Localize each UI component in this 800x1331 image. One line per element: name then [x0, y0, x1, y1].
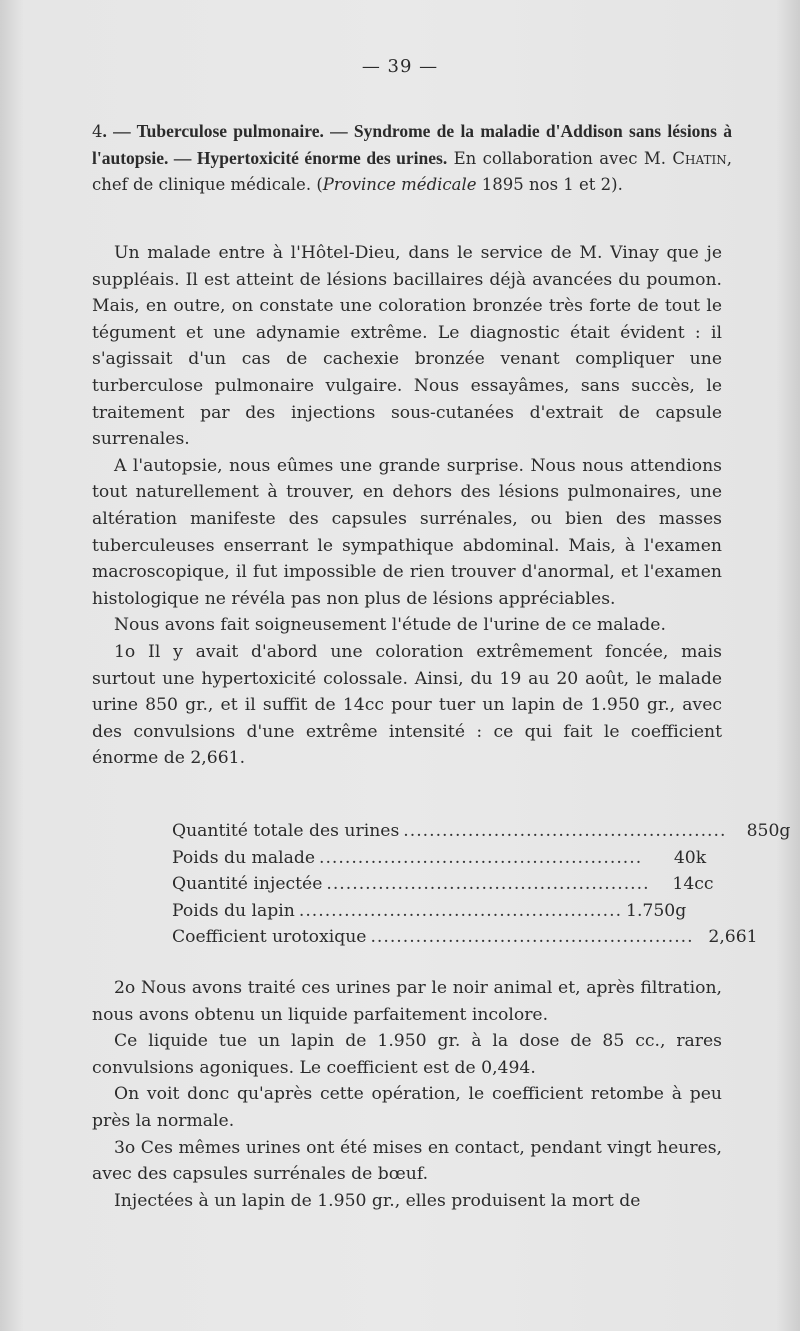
main-text-part-2	[92, 975, 722, 1214]
table-row	[172, 898, 687, 925]
row-label: Quantité totale des urines	[172, 821, 400, 841]
leader-dots: ..................................................	[326, 874, 650, 895]
paragraph: Un malade entre à l'Hôtel-Dieu, dans le service de M. Vinay que je suppléais. Il est atteint de lésions bacillaires déjà avancées du poumon. Mais, en outre, on constate une coloration bronzée très forte de tout le tégument et une adynamie extrême. Le diagnostic était évident : il s'agissait d'un cas de cachexie bronzée venant compliquer une turberculose pulmonaire vulgaire. Nous essayâmes, sans succès, le traitement par des injections sous-cutanées d'extrait de capsule surrenales.	[92, 243, 722, 450]
collaboration-prefix: En collaboration avec M.	[453, 149, 666, 168]
row-label: Coefficient urotoxique	[172, 927, 367, 948]
paragraph: A l'autopsie, nous eûmes une grande surprise. Nous nous attendions tout naturellement à trouver, en dehors des lésions pulmonaires, une altération manifeste des capsules surrénales, ou bien des masses tuberculeuses enserrant le sympathique abdominal. Mais, à l'examen macroscopique, il fut impossible de rien trouver d'anormal, et l'examen histologique ne révéla pas non plus de lésions appréciables.	[92, 455, 722, 609]
paragraph: 3o Ces mêmes urines ont été mises en contact, pendant vingt heures, avec des capsules surrénales de bœuf.	[92, 1137, 722, 1185]
reference-number: 4	[92, 122, 103, 141]
paragraph: 2o Nous avons traité ces urines par le noir animal et, après filtration, nous avons obtenu un liquide parfaitement incolore.	[92, 978, 722, 1025]
row-label: Poids du malade	[172, 847, 315, 868]
leader-dots: ..................................................	[298, 900, 623, 921]
paragraph: Ce liquide tue un lapin de 1.950 gr. à la dose de 85 cc., rares convulsions agoniques. Le coefficient est de 0,494.	[92, 1031, 722, 1078]
table-row	[172, 818, 791, 845]
publication-reference	[92, 118, 732, 198]
table-row	[172, 924, 758, 951]
row-value: 1.750g	[626, 900, 687, 921]
table-row	[172, 871, 714, 898]
leader-dots: ..................................................	[403, 821, 727, 841]
page-number: — 39 —	[361, 56, 439, 77]
row-value: 2,661	[708, 927, 758, 948]
paragraph: Injectées à un lapin de 1.950 gr., elles produisent la mort de	[114, 1190, 641, 1211]
collaboration-suffix: , chef de clinique médicale. (	[92, 149, 732, 194]
row-value: 850g	[746, 821, 791, 841]
paragraph: On voit donc qu'après cette opération, le coefficient retombe à peu près la normale.	[92, 1084, 722, 1131]
row-label: Quantité injectée	[172, 874, 323, 895]
collaborator-name: Chatin	[672, 149, 727, 168]
row-value: 14cc	[672, 874, 714, 895]
row-value: 40k	[673, 847, 707, 868]
main-text-part-1	[92, 240, 722, 772]
table-row	[172, 845, 707, 872]
reference-title: . — Tuberculose pulmonaire. — Syndrome de la maladie d'Addison sans lésions à l'autopsie. — Hypertoxicité énorme des urines.	[92, 121, 732, 168]
journal-name: Province médicale	[322, 175, 477, 194]
row-label: Poids du lapin	[172, 900, 295, 921]
paragraph: Nous avons fait soigneusement l'étude de l'urine de ce malade.	[114, 615, 666, 636]
leader-dots: ..................................................	[370, 927, 694, 948]
paragraph: 1o Il y avait d'abord une coloration extrêmement foncée, mais surtout une hypertoxicité colossale. Ainsi, du 19 au 20 août, le malade urine 850 gr., et il suffit de 14cc pour tuer un lapin de 1.950 gr., avec des convulsions d'une extrême intensité : ce qui fait le coefficient énorme de 2,661.	[92, 641, 722, 769]
leader-dots: ..................................................	[319, 847, 643, 868]
results-table	[172, 818, 791, 951]
journal-details: 1895 nos 1 et 2).	[476, 175, 623, 194]
